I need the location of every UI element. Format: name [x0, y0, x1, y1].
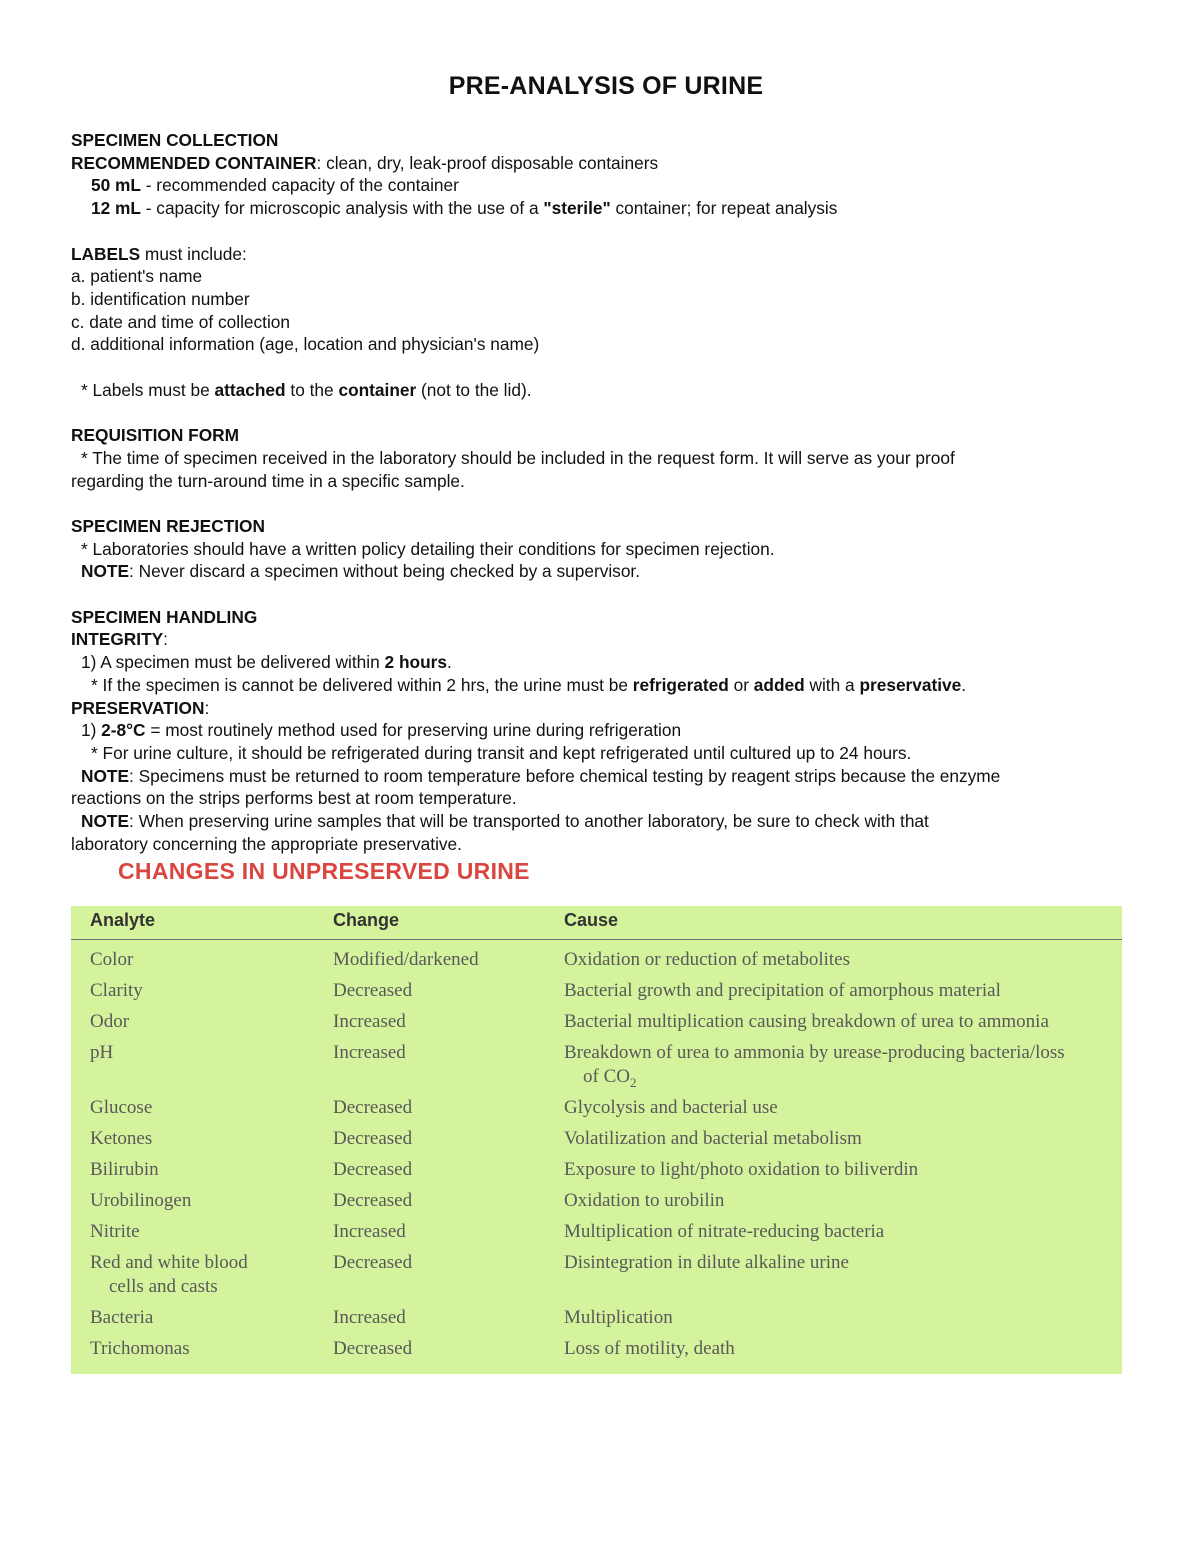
- spacer: [71, 220, 1141, 243]
- cause-text: Oxidation to urobilin: [564, 1190, 725, 1211]
- cell-change: Increased: [333, 1221, 406, 1242]
- capacity-1-text: - recommended capacity of the container: [140, 175, 459, 196]
- cell-change: Decreased: [333, 1252, 413, 1273]
- container-line: [71, 152, 1141, 175]
- preservation-line: [71, 697, 1141, 720]
- labels-heading-line: [71, 243, 1141, 266]
- subscript: 2: [629, 1074, 637, 1090]
- cell-analyte: [90, 1220, 310, 1244]
- cell-analyte: [90, 1127, 310, 1151]
- cell-change: Increased: [333, 1011, 406, 1032]
- page-title: PRE-ANALYSIS OF URINE: [448, 72, 764, 100]
- cause-text: Oxidation or reduction of metabolites: [564, 949, 850, 970]
- rejection-note: [71, 560, 1141, 583]
- preservation-label: PRESERVATION: [71, 697, 205, 718]
- requisition-text-line-2: regarding the turn-around time in a specific sample.: [71, 470, 465, 491]
- unpreserved-urine-table: [71, 906, 1122, 1374]
- capacity-line-1: [71, 174, 1141, 197]
- cell-cause: [564, 1041, 1109, 1095]
- integrity-text: .: [446, 652, 452, 673]
- header-cause: Cause: [564, 910, 619, 930]
- labels-note: [71, 379, 1141, 402]
- note-label: NOTE: [81, 811, 130, 832]
- cell-cause: [564, 948, 1109, 972]
- cell-cause: [564, 1096, 1109, 1120]
- integrity-text: .: [961, 674, 967, 695]
- spacer: [71, 356, 1141, 379]
- spacer: [71, 401, 1141, 424]
- preservation-item-1: [71, 719, 1141, 742]
- analyte-text-cont: cells and casts: [109, 1276, 218, 1297]
- cell-change: Decreased: [333, 980, 413, 1001]
- cell-cause: [564, 1337, 1109, 1361]
- attached-word: attached: [214, 379, 286, 400]
- requisition-heading: REQUISITION FORM: [71, 425, 240, 446]
- preservation-item-2: * For urine culture, it should be refrigerated during transit and kept refrigerated until cultured up to 24 hours.: [91, 742, 912, 763]
- cell-change: Decreased: [333, 1190, 413, 1211]
- cause-text: Exposure to light/photo oxidation to biliverdin: [564, 1159, 919, 1180]
- cause-text: Multiplication: [564, 1307, 673, 1328]
- labels-heading-suffix: must include:: [140, 243, 247, 264]
- analyte-text: Nitrite: [90, 1221, 140, 1242]
- analyte-text: Trichomonas: [90, 1338, 190, 1359]
- cause-text: Bacterial multiplication causing breakdown of urea to ammonia: [564, 1011, 1049, 1032]
- cell-analyte: [90, 1041, 310, 1065]
- labels-note-text: to the: [285, 379, 339, 400]
- capacity-1-value: 50 mL: [91, 175, 141, 196]
- note-label: NOTE: [81, 561, 130, 582]
- preservation-text: = most routinely method used for preserving urine during refrigeration: [145, 720, 682, 741]
- cell-analyte: [90, 1251, 310, 1299]
- analyte-text: Clarity: [90, 980, 143, 1001]
- cause-text-cont: [564, 1065, 1109, 1095]
- analyte-text: Glucose: [90, 1097, 153, 1118]
- integrity-item-2: [71, 674, 1141, 697]
- capacity-2-text-end: container; for repeat analysis: [610, 198, 838, 219]
- cell-change: Decreased: [333, 1128, 413, 1149]
- preservation-colon: :: [204, 697, 210, 718]
- note-text: : Never discard a specimen without being checked by a supervisor.: [129, 561, 641, 582]
- capacity-2-value: 12 mL: [91, 198, 141, 219]
- integrity-item-1: [71, 651, 1141, 674]
- cell-cause: [564, 1220, 1109, 1244]
- handling-heading: SPECIMEN HANDLING: [71, 606, 258, 627]
- cell-change: Increased: [333, 1307, 406, 1328]
- refrigerated-word: refrigerated: [632, 674, 729, 695]
- integrity-colon: :: [163, 629, 168, 650]
- integrity-text: 1) A specimen must be delivered within: [81, 652, 385, 673]
- container-word: container: [338, 379, 417, 400]
- labels-heading: LABELS: [71, 243, 141, 264]
- integrity-text: * If the specimen is cannot be delivered within 2 hrs, the urine must be: [91, 674, 633, 695]
- cell-analyte: [90, 1010, 310, 1034]
- preservative-word: preservative: [859, 674, 962, 695]
- sterile-word: "sterile": [543, 198, 611, 219]
- preservation-text: 1): [81, 720, 102, 741]
- handling-note-2-cont: laboratory concerning the appropriate preservative.: [71, 833, 462, 854]
- cell-cause: [564, 1189, 1109, 1213]
- cell-cause: [564, 1306, 1109, 1330]
- cell-change: Decreased: [333, 1097, 413, 1118]
- analyte-text: Bacteria: [90, 1307, 154, 1328]
- cell-change: Decreased: [333, 1159, 413, 1180]
- capacity-2-text: - capacity for microscopic analysis with the use of a: [140, 198, 544, 219]
- cause-text: Volatilization and bacterial metabolism: [564, 1128, 862, 1149]
- integrity-text: with a: [804, 674, 860, 695]
- cell-cause: [564, 1158, 1109, 1182]
- labels-note-text: * Labels must be: [81, 379, 215, 400]
- labels-item: a. patient's name: [71, 266, 203, 287]
- spacer: [71, 583, 1141, 606]
- labels-note-text: (not to the lid).: [416, 379, 532, 400]
- cell-analyte: [90, 979, 310, 1003]
- handling-note-1: [71, 765, 1141, 788]
- specimen-collection-heading: SPECIMEN COLLECTION: [71, 130, 279, 150]
- cell-change: Modified/darkened: [333, 949, 479, 970]
- cell-cause: [564, 1251, 1109, 1275]
- cause-text: Loss of motility, death: [564, 1338, 735, 1359]
- cell-analyte: [90, 1096, 310, 1120]
- header-change: Change: [333, 910, 400, 930]
- cause-text: Breakdown of urea to ammonia by urease-producing bacteria/loss: [564, 1042, 1065, 1063]
- table-title: CHANGES IN UNPRESERVED URINE: [118, 858, 530, 884]
- cell-cause: [564, 1127, 1109, 1151]
- cause-text: Multiplication of nitrate-reducing bacteria: [564, 1221, 885, 1242]
- cell-cause: [564, 979, 1109, 1003]
- cause-text: Bacterial growth and precipitation of amorphous material: [564, 980, 1001, 1001]
- document-page: [71, 72, 1141, 855]
- cell-analyte: [90, 1189, 310, 1213]
- analyte-text: Bilirubin: [90, 1159, 159, 1180]
- two-hours: 2 hours: [384, 652, 447, 673]
- analyte-text: Red and white blood: [90, 1252, 248, 1273]
- cell-analyte: [90, 1158, 310, 1182]
- rejection-heading: SPECIMEN REJECTION: [71, 515, 265, 536]
- cell-change: Increased: [333, 1042, 406, 1063]
- cell-change: Decreased: [333, 1338, 413, 1359]
- container-label: RECOMMENDED CONTAINER: [71, 152, 317, 173]
- cause-text-cont-main: of CO: [583, 1066, 630, 1087]
- cell-cause: [564, 1010, 1109, 1034]
- requisition-text-line-1: * The time of specimen received in the laboratory should be included in the request form. It will serve as your proof: [81, 447, 955, 468]
- note-label: NOTE: [81, 765, 130, 786]
- added-word: added: [753, 674, 805, 695]
- spacer: [71, 492, 1141, 515]
- cell-analyte: [90, 1337, 310, 1361]
- handling-note-2: [71, 810, 1141, 833]
- analyte-text: pH: [90, 1042, 114, 1063]
- analyte-text: Odor: [90, 1011, 130, 1032]
- header-analyte: Analyte: [90, 910, 156, 930]
- note-text: : When preserving urine samples that will be transported to another laboratory, be sure to check with that: [129, 811, 929, 832]
- cause-text: Glycolysis and bacterial use: [564, 1097, 778, 1118]
- container-text: : clean, dry, leak-proof disposable containers: [316, 152, 659, 173]
- capacity-line-2: [71, 197, 1141, 220]
- integrity-text: or: [728, 674, 754, 695]
- labels-item: c. date and time of collection: [71, 311, 291, 332]
- integrity-line: [71, 628, 1141, 651]
- analyte-text: Color: [90, 949, 134, 970]
- labels-item: d. additional information (age, location and physician's name): [71, 334, 540, 355]
- handling-note-1-cont: reactions on the strips performs best at room temperature.: [71, 788, 517, 809]
- cause-text: Disintegration in dilute alkaline urine: [564, 1252, 849, 1273]
- labels-item: b. identification number: [71, 288, 250, 309]
- rejection-text: * Laboratories should have a written policy detailing their conditions for specimen rejection.: [81, 538, 775, 559]
- cell-analyte: [90, 948, 310, 972]
- analyte-text: Urobilinogen: [90, 1190, 192, 1211]
- note-text: : Specimens must be returned to room temperature before chemical testing by reagent strips because the enzyme: [129, 765, 1001, 786]
- temperature-range: 2-8°C: [101, 720, 146, 741]
- cell-analyte: [90, 1306, 310, 1330]
- integrity-label: INTEGRITY: [71, 629, 164, 650]
- analyte-text: Ketones: [90, 1128, 153, 1149]
- table-header-row: [71, 906, 1122, 940]
